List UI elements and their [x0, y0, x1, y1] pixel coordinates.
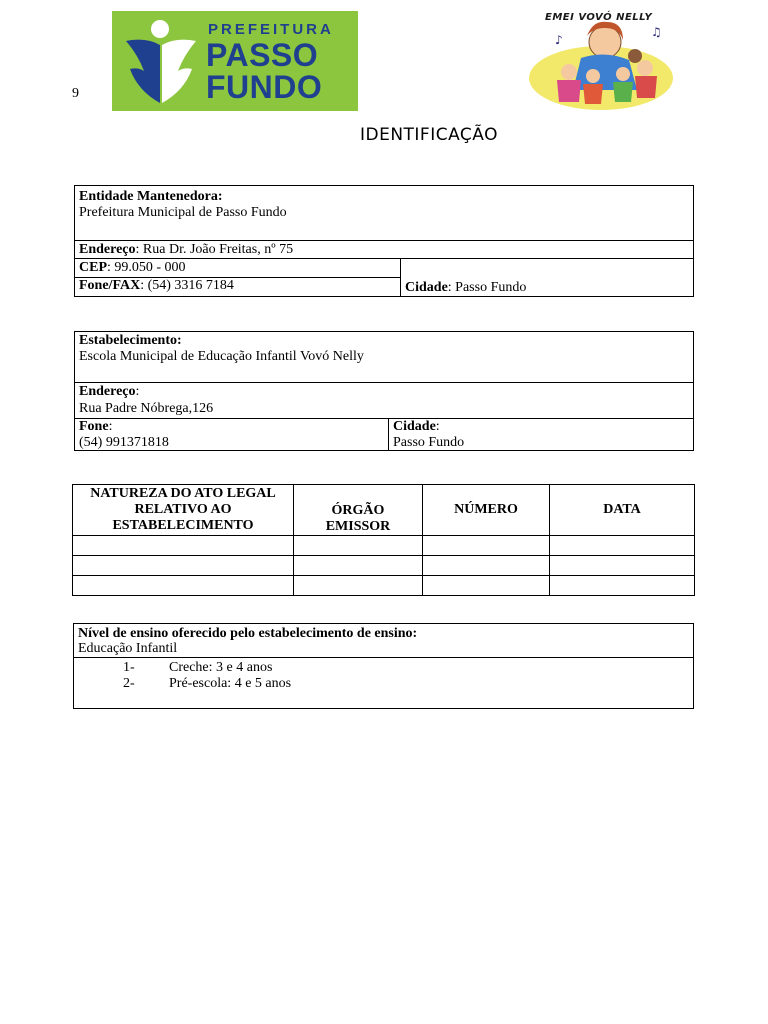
list-item-num: 2-	[123, 676, 135, 691]
page-number: 9	[72, 86, 79, 101]
estab-fone-cidade-row	[75, 418, 693, 450]
estab-cidade-label: Cidade	[393, 419, 436, 434]
estab-fone-label: Fone	[79, 419, 109, 434]
header-numero: NÚMERO	[423, 485, 550, 536]
estab-endereco-label: Endereço	[79, 384, 136, 399]
mantenedora-box	[74, 185, 694, 297]
prefeitura-logo	[112, 11, 358, 111]
estab-fone-colon: :	[108, 419, 113, 434]
cep-value: : 99.050 - 000	[107, 260, 186, 275]
table-header-row	[73, 485, 695, 536]
estab-endereco-row	[75, 382, 693, 418]
table-row	[73, 576, 695, 596]
list-item: Creche: 3 e 4 anos	[169, 660, 273, 675]
estab-endereco-value: Rua Padre Nóbrega,126	[79, 401, 214, 416]
nivel-label: Nível de ensino oferecido pelo estabelecimento de ensino:	[78, 626, 418, 641]
header-data: DATA	[550, 485, 695, 536]
estab-cidade-colon: :	[435, 419, 440, 434]
nivel-list	[74, 657, 693, 709]
estabelecimento-box	[74, 331, 694, 451]
endereco-value: : Rua Dr. João Freitas, nº 75	[135, 242, 294, 257]
escola-logo	[527, 6, 675, 112]
logo-passo-text: PASSO	[206, 37, 319, 73]
cep-fone-cidade-row	[75, 258, 693, 296]
entidade-value: Prefeitura Municipal de Passo Fundo	[79, 205, 287, 220]
entidade-label: Entidade Mantenedora:	[79, 189, 223, 204]
endereco-row	[75, 240, 693, 258]
svg-text:♪: ♪	[555, 33, 563, 47]
table-row	[73, 556, 695, 576]
cidade-label: Cidade	[405, 280, 448, 295]
escola-logo-caption: EMEI VOVÓ NELLY	[545, 12, 653, 23]
header-natureza: NATUREZA DO ATO LEGAL RELATIVO AO ESTABELECIMENTO	[73, 485, 294, 536]
svg-text:♫: ♫	[651, 25, 662, 39]
estabelecimento-value: Escola Municipal de Educação Infantil Vovó Nelly	[79, 349, 364, 364]
endereco-label: Endereço	[79, 242, 136, 257]
estab-endereco-colon: :	[135, 384, 140, 399]
ato-legal-table	[72, 484, 695, 596]
cep-label: CEP	[79, 260, 107, 275]
estab-cidade-value: Passo Fundo	[393, 435, 465, 450]
estab-fone-value: (54) 991371818	[79, 435, 169, 450]
estabelecimento-label: Estabelecimento:	[79, 333, 182, 348]
table-row	[73, 536, 695, 556]
list-item: Pré-escola: 4 e 5 anos	[169, 676, 292, 691]
logo-prefeitura-text: PREFEITURA	[208, 21, 334, 38]
fone-value: : (54) 3316 7184	[140, 278, 234, 293]
nivel-value: Educação Infantil	[78, 641, 178, 656]
nivel-ensino-box	[73, 623, 694, 709]
logo-fundo-text: FUNDO	[206, 69, 323, 105]
page-title: IDENTIFICAÇÃO	[359, 125, 499, 145]
fone-label: Fone/FAX	[79, 278, 141, 293]
prefeitura-emblem-icon	[116, 11, 206, 111]
cidade-value: : Passo Fundo	[447, 280, 527, 295]
header-orgao: ÓRGÃO EMISSOR	[294, 485, 423, 536]
list-item-num: 1-	[123, 660, 135, 675]
